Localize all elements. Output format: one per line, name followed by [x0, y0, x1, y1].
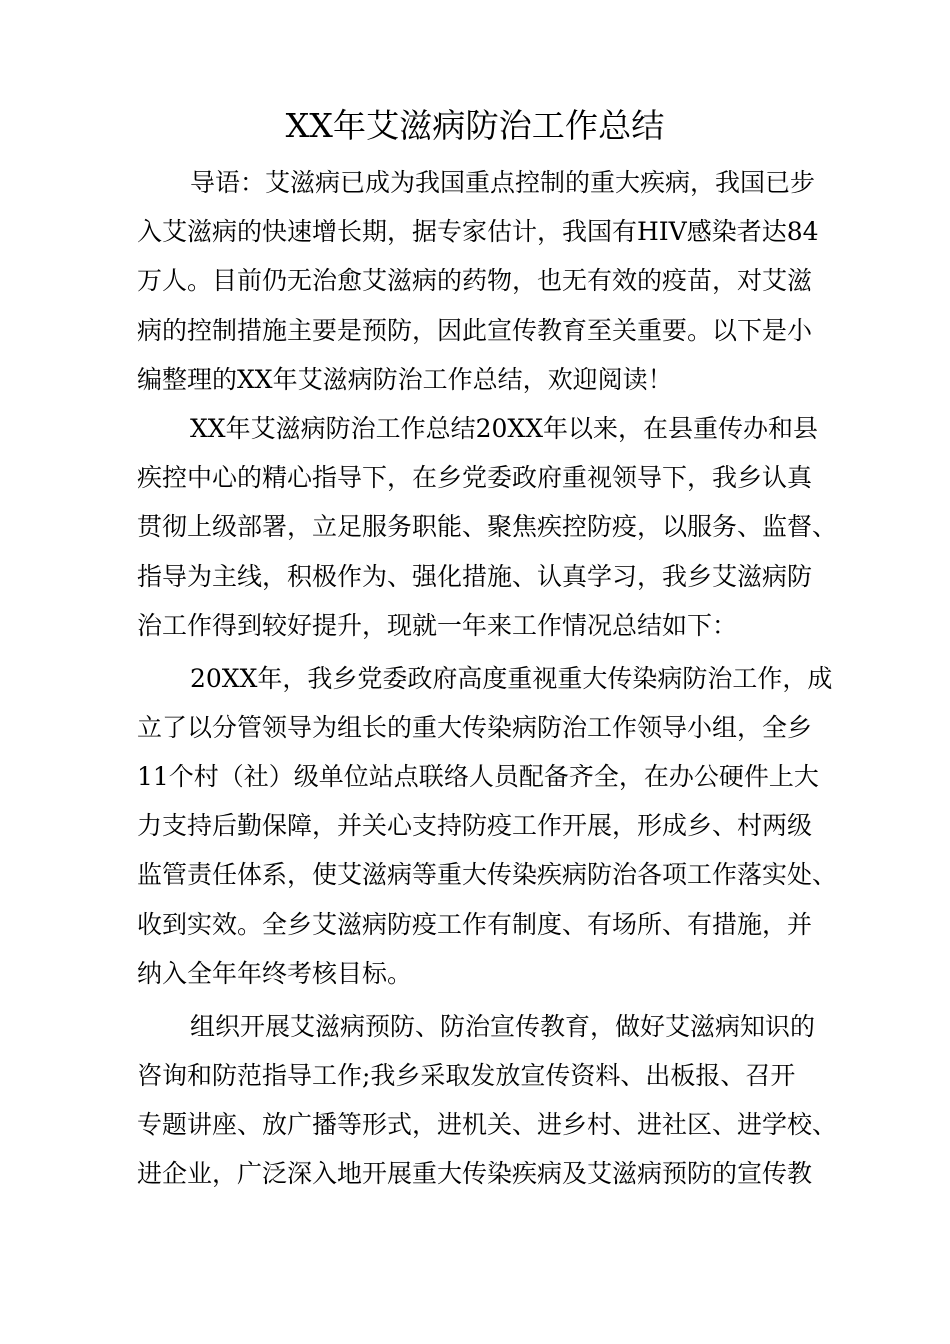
paragraph-line: 收到实效。全乡艾滋病防疫工作有制度、有场所、有措施，并 [137, 910, 813, 939]
paragraph-line: 11个村（社）级单位站点联络人员配备齐全，在办公硬件上大 [137, 762, 819, 791]
paragraph-line: 病的控制措施主要是预防，因此宣传教育至关重要。以下是小 [137, 316, 813, 345]
paragraph-line: 20XX年，我乡党委政府高度重视重大传染病防治工作，成 [190, 664, 833, 693]
paragraph-line: 进企业，广泛深入地开展重大传染疾病及艾滋病预防的宣传教 [137, 1159, 813, 1188]
paragraph-line: 万人。目前仍无治愈艾滋病的药物，也无有效的疫苗，对艾滋 [137, 266, 813, 295]
paragraph-line: 编整理的XX年艾滋病防治工作总结，欢迎阅读！ [137, 365, 673, 394]
paragraph-line: 力支持后勤保障，并关心支持防疫工作开展，形成乡、村两级 [137, 811, 813, 840]
paragraph-line: 组织开展艾滋病预防、防治宣传教育，做好艾滋病知识的 [190, 1012, 816, 1041]
paragraph-line: 专题讲座、放广播等形式，进机关、进乡村、进社区、进学校、 [137, 1110, 838, 1139]
paragraph-line: 贯彻上级部署，立足服务职能、聚焦疾控防疫，以服务、监督、 [137, 512, 838, 541]
paragraph-line: 疾控中心的精心指导下，在乡党委政府重视领导下，我乡认真 [137, 463, 813, 492]
paragraph-line: 入艾滋病的快速增长期，据专家估计，我国有HIV感染者达84 [137, 217, 819, 246]
paragraph-line: 治工作得到较好提升，现就一年来工作情况总结如下： [137, 611, 738, 640]
paragraph-line: 指导为主线，积极作为、强化措施、认真学习，我乡艾滋病防 [137, 562, 813, 591]
document-title: XX年艾滋病防治工作总结 [285, 106, 665, 145]
paragraph-line: 监管责任体系，使艾滋病等重大传染疾病防治各项工作落实处、 [137, 860, 838, 889]
paragraph-line: 咨询和防范指导工作;我乡采取发放宣传资料、出板报、召开 [137, 1061, 796, 1090]
paragraph-line: XX年艾滋病防治工作总结20XX年以来，在县重传办和县 [190, 414, 819, 443]
paragraph-line: 立了以分管领导为组长的重大传染病防治工作领导小组，全乡 [137, 713, 813, 742]
paragraph-line: 导语：艾滋病已成为我国重点控制的重大疾病，我国已步 [190, 168, 816, 197]
paragraph-line: 纳入全年年终考核目标。 [137, 959, 413, 988]
